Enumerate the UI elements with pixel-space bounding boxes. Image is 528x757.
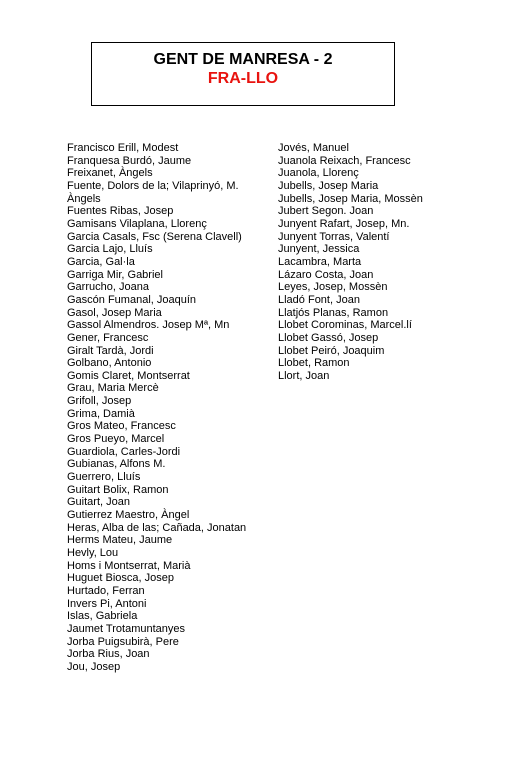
name-entry: Grau, Maria Mercè <box>67 382 159 395</box>
name-entry: Hevly, Lou <box>67 547 119 559</box>
names-column-right <box>278 142 448 382</box>
name-entry: Gros Mateo, Francesc <box>67 420 176 433</box>
names-column-left <box>67 142 263 674</box>
name-entry: Hurtado, Ferran <box>67 584 145 597</box>
name-entry: Grifoll, Josep <box>67 395 132 408</box>
name-entry: Fuente, Dolors de la; Vilaprinyó, M. Àngels <box>67 179 239 205</box>
name-entry: Gamisans Vilaplana, Llorenç <box>67 217 207 230</box>
name-entry: Garcia, Gal·la <box>67 255 135 268</box>
name-entry: Giralt Tardà, Jordi <box>67 344 154 357</box>
name-entry: Heras, Alba de las; Cañada, Jonatan <box>67 521 247 534</box>
name-entry: Jaumet Trotamuntanyes <box>67 622 186 635</box>
name-entry: Junyent Rafart, Josep, Mn. <box>278 217 410 230</box>
name-entry: Garcia Lajo, Lluís <box>67 243 153 256</box>
name-entry: Invers Pi, Antoni <box>67 597 147 610</box>
name-entry: Llobet Gassó, Josep <box>278 331 379 344</box>
name-entry: Gascón Fumanal, Joaquín <box>67 293 197 306</box>
name-entry: Jorba Puigsubirà, Pere <box>67 635 179 648</box>
name-entry: Islas, Gabriela <box>67 610 138 623</box>
name-entry: Leyes, Josep, Mossèn <box>278 281 388 294</box>
name-entry: Herms Mateu, Jaume <box>67 534 173 547</box>
name-entry: Guardiola, Carles-Jordi <box>67 445 181 458</box>
name-entry: Llobet Corominas, Marcel.lí <box>278 319 412 332</box>
name-entry: Gassol Almendros. Josep Mª, Mn <box>67 319 230 332</box>
name-entry: Grima, Damià <box>67 407 135 420</box>
name-entry: Guerrero, Lluís <box>67 471 141 484</box>
name-entry: Lázaro Costa, Joan <box>278 268 374 281</box>
name-entry: Gener, Francesc <box>67 331 149 344</box>
name-entry: Guitart Bolix, Ramon <box>67 483 169 496</box>
name-entry: Lacambra, Marta <box>278 255 362 268</box>
name-entry: Jubells, Josep Maria <box>278 179 379 192</box>
name-entry: Juanola, Llorenç <box>278 167 359 180</box>
name-entry: Jubells, Josep Maria, Mossèn <box>278 192 423 205</box>
name-entry: Jovés, Manuel <box>278 142 349 154</box>
name-entry: Huguet Biosca, Josep <box>67 572 175 585</box>
name-entry: Freixanet, Àngels <box>67 167 153 180</box>
name-entry: Junyent, Jessica <box>278 243 360 256</box>
name-entry: Homs i Montserrat, Marià <box>67 559 191 572</box>
name-entry: Garriga Mir, Gabriel <box>67 268 163 281</box>
name-entry: Gasol, Josep Maria <box>67 306 162 319</box>
name-entry: Juanola Reixach, Francesc <box>278 154 411 167</box>
name-entry: Fuentes Ribas, Josep <box>67 205 174 218</box>
page-subtitle: FRA-LLO <box>207 70 279 87</box>
name-entry: Golbano, Antonio <box>67 357 152 370</box>
name-entry: Francisco Erill, Modest <box>67 142 179 154</box>
name-entry: Jorba Rius, Joan <box>67 648 150 661</box>
name-entry: Junyent Torras, Valentí <box>278 230 390 243</box>
name-entry: Lladó Font, Joan <box>278 293 360 306</box>
name-entry: Llobet Peiró, Joaquim <box>278 344 385 357</box>
name-entry: Llort, Joan <box>278 369 330 382</box>
name-entry: Garcia Casals, Fsc (Serena Clavell) <box>67 230 242 243</box>
name-entry: Gubianas, Alfons M. <box>67 458 166 471</box>
name-entry: Llatjós Planas, Ramon <box>278 306 389 319</box>
name-entry: Franquesa Burdó, Jaume <box>67 154 192 167</box>
page-title: GENT DE MANRESA - 2 <box>153 51 333 68</box>
name-entry: Jubert Segon. Joan <box>278 205 374 218</box>
name-entry: Gomis Claret, Montserrat <box>67 369 190 382</box>
name-entry: Guitart, Joan <box>67 496 130 509</box>
name-entry: Jou, Josep <box>67 660 121 673</box>
name-entry: Gros Pueyo, Marcel <box>67 433 165 446</box>
name-entry: Gutierrez Maestro, Àngel <box>67 509 190 522</box>
title-box <box>91 42 395 106</box>
name-entry: Llobet, Ramon <box>278 357 350 370</box>
name-entry: Garrucho, Joana <box>67 281 149 294</box>
